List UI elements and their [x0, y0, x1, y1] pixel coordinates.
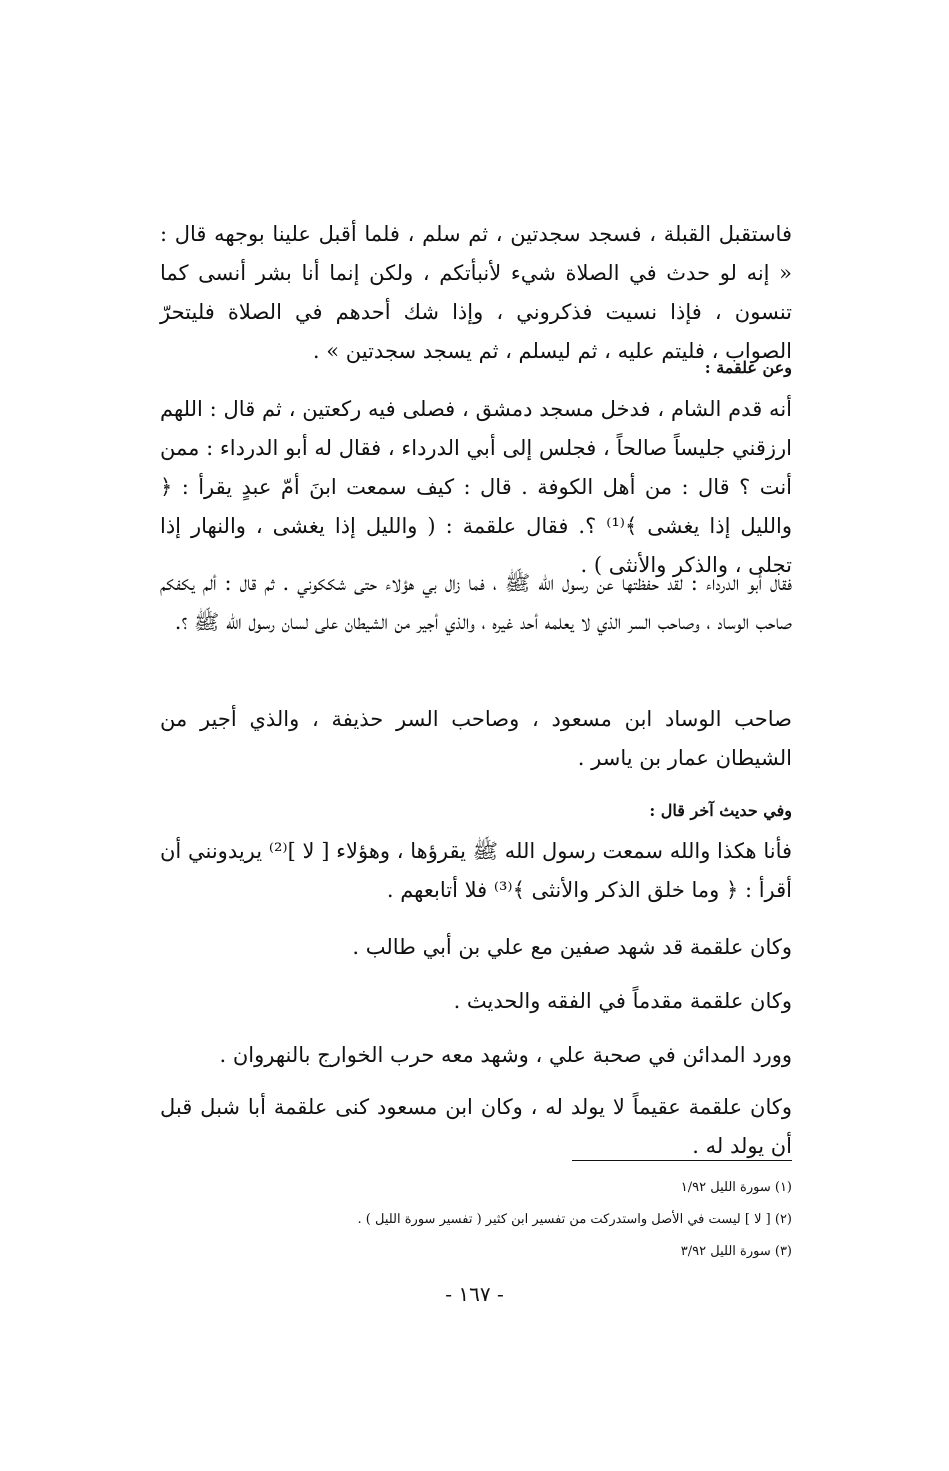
footnote-3: (٣) سورة الليل ٣/٩٢: [680, 1244, 792, 1259]
footnote-separator: [572, 1160, 792, 1161]
line-fiqh: وكان علقمة مقدماً في الفقه والحديث .: [453, 989, 792, 1013]
heading-other-hadith: وفي حديث آخر قال :: [649, 801, 792, 820]
line-siffin: وكان علقمة قد شهد صفين مع علي بن أبي طالب .: [352, 935, 792, 959]
paragraph-abu-shibl: [160, 1088, 792, 1166]
paragraph-text: فأنا هكذا والله سمعت رسول الله ﷺ يقرؤها ، وهؤلاء [ لا ]⁽²⁾ يريدونني أن أقرأ : ﴿ وما خلق الذكر والأنثى ﴾⁽³⁾ فلا أتابعهم .: [160, 839, 792, 902]
paragraph-text: فاستقبل القبلة ، فسجد سجدتين ، ثم سلم ، فلما أقبل علينا بوجهه قال : « إنه لو حدث في الصلاة شيء لأنبأتكم ، ولكن إنما أنا بشر أنسى كما تنسون ، فإذا نسيت فذكروني ، وإذا شك أحدهم في الصلاة فليتحرّ الصواب ، فليتم عليه ، ثم ليسلم ، ثم يسجد سجدتين » .: [160, 222, 792, 363]
paragraph-text: وكان علقمة عقيماً لا يولد له ، وكان ابن مسعود كنى علقمة أبا شبل قبل أن يولد له .: [160, 1095, 792, 1158]
paragraph-alqama-story: [160, 390, 792, 585]
footnote-2: (٢) [ لا ] ليست في الأصل واستدركت من تفسير ابن كثير ( تفسير سورة الليل ) .: [357, 1212, 792, 1227]
heading-alqama: وعن علقمة :: [704, 358, 792, 377]
paragraph-text: صاحب الوساد ابن مسعود ، وصاحب السر حذيفة ، والذي أجير من الشيطان عمار بن ياسر .: [160, 707, 792, 770]
footnote-1: (١) سورة الليل ١/٩٢: [680, 1180, 792, 1195]
paragraph-recitation: [160, 832, 792, 910]
page-number: - ١٦٧ -: [445, 1282, 504, 1306]
line-madain: وورد المدائن في صحبة علي ، وشهد معه حرب الخوارج بالنهروان .: [219, 1043, 792, 1067]
paragraph-prayer-hadith: [160, 215, 792, 371]
paragraph-abu-darda: [160, 564, 792, 642]
paragraph-text: فقال أبو الدرداء : لقد حفظتها عن رسول الله ﷺ ، فما زال بي هؤلاء حتى شككوني . ثم قال : ألم يكفكم صاحب الوساد ، وصاحب السر الذي لا يعلمه أحد غيره ، والذي أجير من الشيطان على لسان رسول الله ﷺ ؟.: [160, 571, 792, 634]
paragraph-text: أنه قدم الشام ، فدخل مسجد دمشق ، فصلى فيه ركعتين ، ثم قال : اللهم ارزقني جليساً صالحاً ، فجلس إلى أبي الدرداء ، فقال له أبو الدرداء : ممن أنت ؟ قال : من أهل الكوفة . قال : كيف سمعت ابنَ أمّ عبدٍ يقرأ : ﴿ والليل إذا يغشى ﴾⁽¹⁾ ؟. فقال علقمة : ( والليل إذا يغشى ، والنهار إذا تجلى ، والذكر والأنثى ) .: [160, 397, 792, 577]
paragraph-companions: [160, 700, 792, 778]
